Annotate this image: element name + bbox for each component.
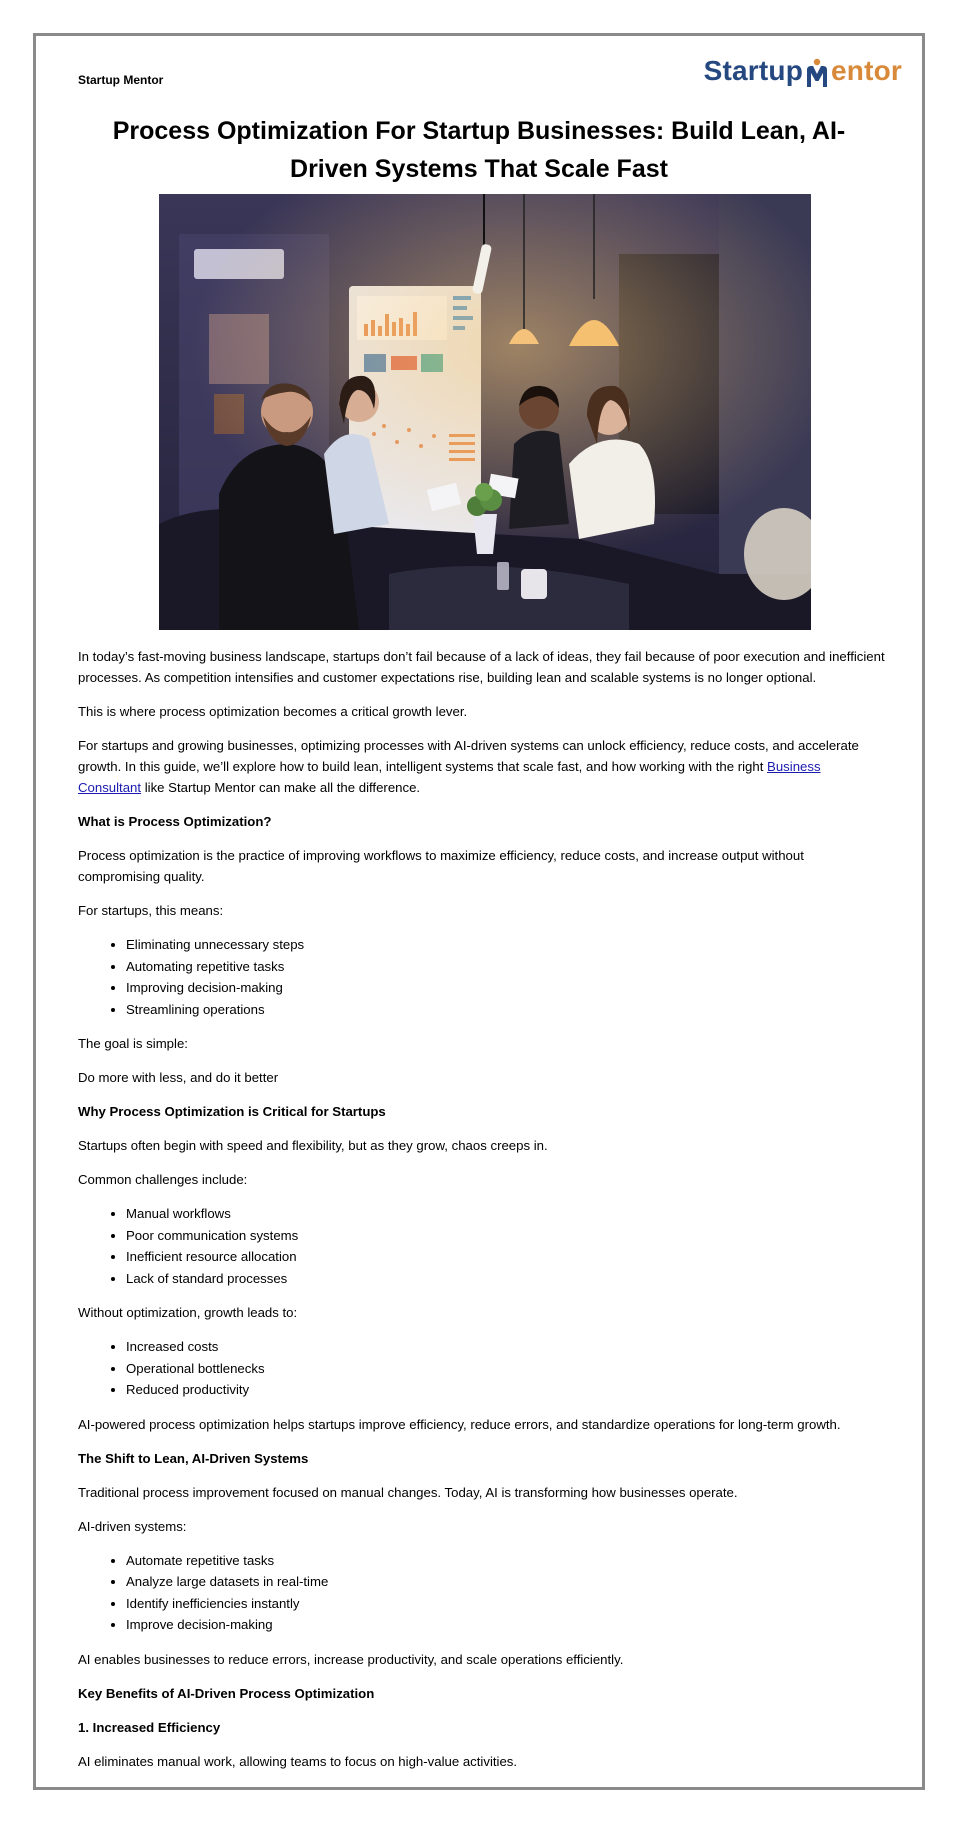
list-item: • Increased costs [126,1336,886,1358]
paragraph-do-more: Do more with less, and do it better [78,1070,279,1085]
paragraph-guide [78,735,886,798]
list-startup-meaning [78,934,886,1020]
header-company-name: Startup Mentor [78,73,164,87]
guide-text-before: For startups and growing businesses, optimizing processes with AI-driven systems can unlock efficiency, reduce costs, and accelerate growth. In this guide, we’ll explore how to build lean, intelligent systems that scale fast, and how working with the right [78,738,859,774]
hero-meeting-photo [159,194,811,630]
list-item: • Automating repetitive tasks [126,956,886,978]
logo-m-figure-icon [804,58,830,88]
list-item: • Streamlining operations [126,999,886,1021]
paragraph-challenges: Common challenges include: [78,1172,248,1187]
paragraph-intro: In today’s fast-moving business landscape, startups don’t fail because of a lack of ideas, they fail because of poor execution and inefficient processes. As competition intensifies and customer expectations rise, building lean and scalable systems is no longer optional. [78,649,885,685]
paragraph-for-startups: For startups, this means: [78,903,224,918]
list-challenges [78,1203,886,1289]
business-consultant-link[interactable]: Business Consultant [78,759,821,795]
list-item: • Lack of standard processes [126,1268,886,1290]
list-item: • Reduced productivity [126,1379,886,1401]
paragraph-chaos: Startups often begin with speed and flexibility, but as they grow, chaos creeps in. [78,1138,548,1153]
meeting-photo-illustration [159,194,811,630]
document-header [78,48,902,108]
list-item: • Poor communication systems [126,1225,886,1247]
heading-key-benefits: Key Benefits of AI-Driven Process Optimization [78,1685,375,1701]
document-title: Process Optimization For Startup Businesses: Build Lean, AI-Driven Systems That Scale Fast [112,117,846,183]
paragraph-ai-systems: AI-driven systems: [78,1518,187,1534]
list-item: • Analyze large datasets in real-time [126,1571,886,1593]
list-ai-systems [78,1550,886,1636]
heading-what-is: What is Process Optimization? [78,814,272,829]
list-item: • Automate repetitive tasks [126,1550,886,1572]
paragraph-traditional: Traditional process improvement focused on manual changes. Today, AI is transforming how businesses operate. [78,1484,738,1500]
list-item: • Manual workflows [126,1203,886,1225]
list-item: • Eliminating unnecessary steps [126,934,886,956]
paragraph-ai-powered: AI-powered process optimization helps startups improve efficiency, reduce errors, and standardize operations for long-term growth. [78,1416,841,1432]
heading-shift: The Shift to Lean, AI-Driven Systems [78,1450,309,1466]
list-item: • Improving decision-making [126,977,886,999]
logo-text-entor: entor [831,55,902,86]
list-growth-leads-to [78,1336,886,1401]
paragraph-definition: Process optimization is the practice of improving workflows to maximize efficiency, reduce costs, and increase output without compromising quality. [78,848,804,884]
paragraph-eliminates-manual: AI eliminates manual work, allowing teams to focus on high-value activities. [78,1753,518,1769]
paragraph-ai-enables: AI enables businesses to reduce errors, increase productivity, and scale operations efficiently. [78,1651,624,1667]
paragraph-without-optimization: Without optimization, growth leads to: [78,1305,298,1320]
guide-text-after: like Startup Mentor can make all the difference. [141,780,421,795]
article-body [78,646,886,1785]
document-page [33,33,925,1790]
paragraph-goal: The goal is simple: [78,1036,188,1051]
list-item: • Operational bottlenecks [126,1358,886,1380]
paragraph-growth-lever: This is where process optimization becomes a critical growth lever. [78,704,468,719]
list-item: • Inefficient resource allocation [126,1246,886,1268]
logo-text-startup: Startup [703,55,803,86]
heading-why-critical: Why Process Optimization is Critical for Startups [78,1104,386,1119]
list-item: • Improve decision-making [126,1614,886,1636]
list-item: • Identify inefficiencies instantly [126,1593,886,1615]
startup-mentor-logo [704,54,902,88]
heading-increased-efficiency: 1. Increased Efficiency [78,1719,221,1735]
